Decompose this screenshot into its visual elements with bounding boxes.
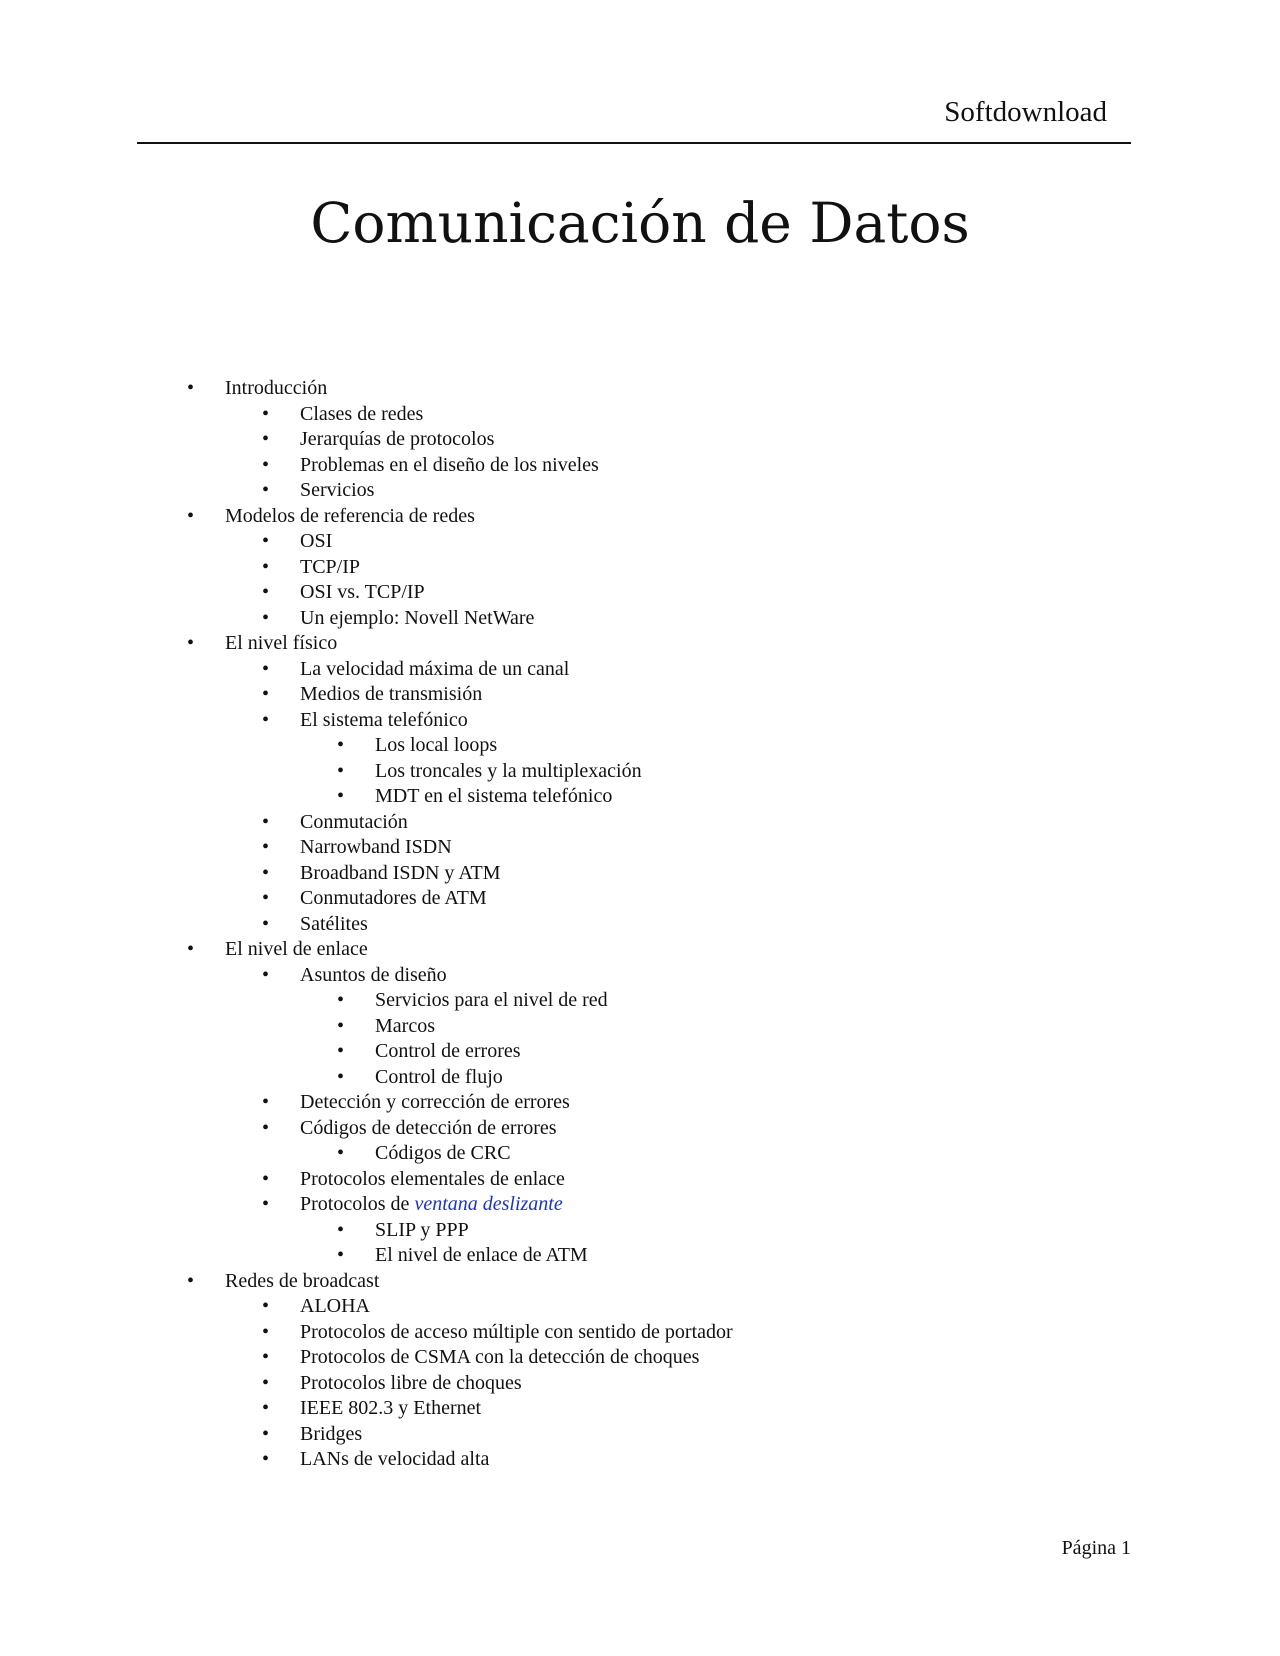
toc-item-text: Detección y corrección de errores: [300, 1091, 570, 1113]
toc-item-label: [375, 733, 497, 759]
toc-item-level-2: [0, 427, 1280, 453]
toc-item-level-3: [0, 784, 1280, 810]
toc-item-text: Broadband ISDN y ATM: [300, 861, 501, 884]
bullet-icon: •: [262, 912, 270, 935]
toc-item-label: [300, 810, 408, 836]
toc-item-label: [300, 1192, 563, 1218]
toc-item-label: [375, 1141, 511, 1167]
bullet-icon: •: [262, 887, 270, 909]
toc-item-label: [300, 606, 534, 632]
toc-item-level-2: [0, 1422, 1280, 1448]
toc-item-text: Modelos de referencia de redes: [225, 504, 475, 527]
toc-item-label: [300, 708, 468, 734]
toc-item-text: SLIP y PPP: [375, 1218, 469, 1241]
toc-item-level-2: [0, 478, 1280, 504]
toc-item-level-2: [0, 810, 1280, 836]
toc-item-level-2: [0, 1371, 1280, 1397]
page-number: Página 1: [1061, 1537, 1131, 1559]
toc-item-text: Protocolos de acceso múltiple con sentido de portador: [300, 1320, 733, 1343]
toc-item-label: [300, 1396, 481, 1422]
toc-item-text: Los troncales y la multiplexación: [375, 759, 642, 782]
toc-item-text: Protocolos de CSMA con la detección de choques: [300, 1346, 700, 1368]
toc-item-text: Conmutadores de ATM: [300, 887, 487, 909]
table-of-contents: [0, 376, 1280, 1473]
toc-item-label: [300, 453, 599, 479]
toc-item-label: [300, 963, 447, 989]
bullet-icon: •: [262, 1397, 270, 1419]
toc-item-label: [375, 1243, 588, 1269]
toc-item-level-2: [0, 580, 1280, 606]
toc-item-label: [375, 1014, 435, 1040]
bullet-icon: •: [337, 1065, 345, 1088]
toc-item-label: [300, 886, 487, 912]
bullet-icon: •: [337, 1014, 345, 1037]
toc-item-text: Jerarquías de protocolos: [300, 428, 495, 450]
toc-item-level-2: [0, 835, 1280, 861]
bullet-icon: •: [187, 1269, 195, 1292]
bullet-icon: •: [262, 1167, 270, 1190]
toc-item-level-2[interactable]: [0, 1192, 1280, 1218]
toc-item-text: Redes de broadcast: [225, 1269, 380, 1292]
bullet-icon: •: [337, 734, 345, 756]
toc-item-text: Códigos de CRC: [375, 1142, 511, 1164]
bullet-icon: •: [262, 428, 270, 450]
toc-item-level-3: [0, 988, 1280, 1014]
bullet-icon: •: [262, 861, 270, 884]
toc-item-level-3: [0, 1141, 1280, 1167]
toc-item-level-2: [0, 529, 1280, 555]
bullet-icon: •: [262, 963, 270, 986]
toc-item-label: [225, 376, 327, 402]
toc-item-text: Control de flujo: [375, 1065, 503, 1088]
toc-item-level-2: [0, 657, 1280, 683]
bullet-icon: •: [337, 1244, 345, 1266]
toc-item-text: LANs de velocidad alta: [300, 1448, 490, 1470]
toc-item-text: Los local loops: [375, 734, 498, 756]
bullet-icon: •: [262, 1091, 270, 1113]
toc-item-label: [300, 555, 360, 581]
bullet-icon: •: [337, 1040, 345, 1062]
toc-item-text: ALOHA: [300, 1295, 370, 1317]
bullet-icon: •: [262, 1116, 270, 1139]
toc-item-label: [225, 937, 368, 963]
toc-item-label: [300, 835, 452, 861]
toc-item-label: [300, 427, 494, 453]
bullet-icon: •: [262, 810, 270, 833]
toc-item-level-2: [0, 1447, 1280, 1473]
bullet-icon: •: [262, 836, 270, 858]
bullet-icon: •: [337, 785, 345, 807]
toc-item-label: [225, 631, 337, 657]
toc-item-level-2: [0, 1345, 1280, 1371]
toc-item-text: Introducción: [225, 377, 328, 399]
toc-item-label: [375, 784, 612, 810]
bullet-icon: •: [337, 1142, 345, 1164]
toc-item-text: Códigos de detección de errores: [300, 1116, 557, 1139]
toc-item-label: [300, 580, 425, 606]
toc-item-level-3: [0, 1039, 1280, 1065]
bullet-icon: •: [262, 453, 270, 476]
toc-item-link[interactable]: ventana deslizante: [414, 1193, 563, 1215]
bullet-icon: •: [337, 989, 345, 1011]
bullet-icon: •: [262, 657, 270, 680]
toc-item-text: Servicios para el nivel de red: [375, 989, 608, 1011]
toc-item-level-2: [0, 1167, 1280, 1193]
bullet-icon: •: [262, 402, 270, 425]
toc-item-label: [225, 504, 475, 530]
toc-item-label: [300, 861, 501, 887]
toc-item-text: OSI vs. TCP/IP: [300, 581, 425, 603]
toc-item-text: Asuntos de diseño: [300, 963, 447, 986]
bullet-icon: •: [262, 1320, 270, 1343]
document-title: Comunicación de Datos: [310, 191, 970, 255]
bullet-icon: •: [262, 1193, 270, 1215]
toc-item-label: [300, 1422, 362, 1448]
toc-item-level-2: [0, 606, 1280, 632]
toc-item-level-1: [0, 504, 1280, 530]
toc-item-label: [375, 1065, 503, 1091]
bullet-icon: •: [262, 530, 270, 552]
toc-item-label: [375, 1218, 469, 1244]
toc-item-label: [300, 912, 368, 938]
toc-item-level-3: [0, 1218, 1280, 1244]
toc-item-level-2: [0, 1090, 1280, 1116]
toc-item-text: TCP/IP: [300, 555, 361, 578]
toc-item-text: Servicios: [300, 479, 375, 501]
toc-item-text: Problemas en el diseño de los niveles: [300, 453, 599, 476]
toc-item-text: El nivel físico: [225, 632, 338, 654]
bullet-icon: •: [262, 555, 270, 578]
toc-item-label: [300, 1371, 522, 1397]
toc-item-level-3: [0, 1243, 1280, 1269]
toc-item-text: La velocidad máxima de un canal: [300, 657, 570, 680]
toc-item-label: [300, 529, 332, 555]
toc-item-level-2: [0, 1294, 1280, 1320]
header-brand: Softdownload: [944, 96, 1107, 128]
toc-item-level-2: [0, 708, 1280, 734]
toc-item-level-3: [0, 759, 1280, 785]
toc-item-label: [300, 402, 423, 428]
toc-item-level-2: [0, 1320, 1280, 1346]
bullet-icon: •: [187, 504, 195, 527]
toc-item-text: Conmutación: [300, 810, 408, 833]
toc-item-label: [300, 1345, 699, 1371]
bullet-icon: •: [262, 1371, 270, 1394]
toc-item-label: [300, 682, 482, 708]
toc-item-text: IEEE 802.3 y Ethernet: [300, 1397, 482, 1419]
toc-item-label: [375, 1039, 521, 1065]
bullet-icon: •: [262, 581, 270, 603]
toc-item-level-2: [0, 1116, 1280, 1142]
toc-item-text: OSI: [300, 530, 333, 552]
toc-item-level-2: [0, 861, 1280, 887]
toc-item-level-2: [0, 555, 1280, 581]
bullet-icon: •: [262, 1448, 270, 1470]
toc-item-level-3: [0, 1014, 1280, 1040]
toc-item-level-1: [0, 376, 1280, 402]
toc-item-text: Satélites: [300, 912, 368, 935]
toc-item-label: [300, 1294, 370, 1320]
toc-item-label: [375, 988, 608, 1014]
toc-item-text: Narrowband ISDN: [300, 836, 452, 858]
toc-item-label: [375, 759, 642, 785]
bullet-icon: •: [262, 683, 270, 705]
bullet-icon: •: [262, 1295, 270, 1317]
toc-item-level-2: [0, 682, 1280, 708]
toc-item-level-1: [0, 937, 1280, 963]
toc-item-level-2: [0, 886, 1280, 912]
toc-item-label: [300, 1090, 570, 1116]
toc-item-level-2: [0, 402, 1280, 428]
toc-item-label: [300, 657, 569, 683]
toc-item-text: Protocolos elementales de enlace: [300, 1167, 565, 1190]
bullet-icon: •: [262, 479, 270, 501]
toc-item-text: Medios de transmisión: [300, 683, 483, 705]
toc-item-level-1: [0, 1269, 1280, 1295]
bullet-icon: •: [187, 377, 195, 399]
toc-item-text: Bridges: [300, 1422, 363, 1445]
bullet-icon: •: [337, 1218, 345, 1241]
toc-item-level-2: [0, 1396, 1280, 1422]
toc-item-level-2: [0, 912, 1280, 938]
toc-item-label: [300, 1116, 557, 1142]
toc-item-level-1: [0, 631, 1280, 657]
toc-item-label: [300, 1320, 733, 1346]
toc-item-level-3: [0, 733, 1280, 759]
bullet-icon: •: [262, 1346, 270, 1368]
toc-item-text: Un ejemplo: Novell NetWare: [300, 606, 535, 629]
toc-item-label: [300, 478, 374, 504]
toc-item-level-2: [0, 963, 1280, 989]
toc-item-text: MDT en el sistema telefónico: [375, 785, 613, 807]
toc-item-text: Clases de redes: [300, 402, 424, 425]
bullet-icon: •: [262, 606, 270, 629]
bullet-icon: •: [187, 938, 195, 960]
toc-item-label: [300, 1447, 489, 1473]
bullet-icon: •: [337, 759, 345, 782]
toc-item-text: Control de errores: [375, 1040, 521, 1062]
bullet-icon: •: [262, 708, 270, 731]
toc-item-text: El nivel de enlace de ATM: [375, 1244, 588, 1266]
toc-item-label: [225, 1269, 379, 1295]
toc-item-text: Marcos: [375, 1014, 435, 1037]
bullet-icon: •: [262, 1422, 270, 1445]
toc-item-text: Protocolos libre de choques: [300, 1371, 522, 1394]
bullet-icon: •: [187, 632, 195, 654]
header-divider: [137, 142, 1131, 144]
toc-item-label: [300, 1167, 565, 1193]
toc-item-text: Protocolos de: [300, 1193, 415, 1215]
toc-item-text: El nivel de enlace: [225, 938, 368, 960]
toc-item-level-3: [0, 1065, 1280, 1091]
toc-item-level-2: [0, 453, 1280, 479]
toc-item-text: El sistema telefónico: [300, 708, 468, 731]
